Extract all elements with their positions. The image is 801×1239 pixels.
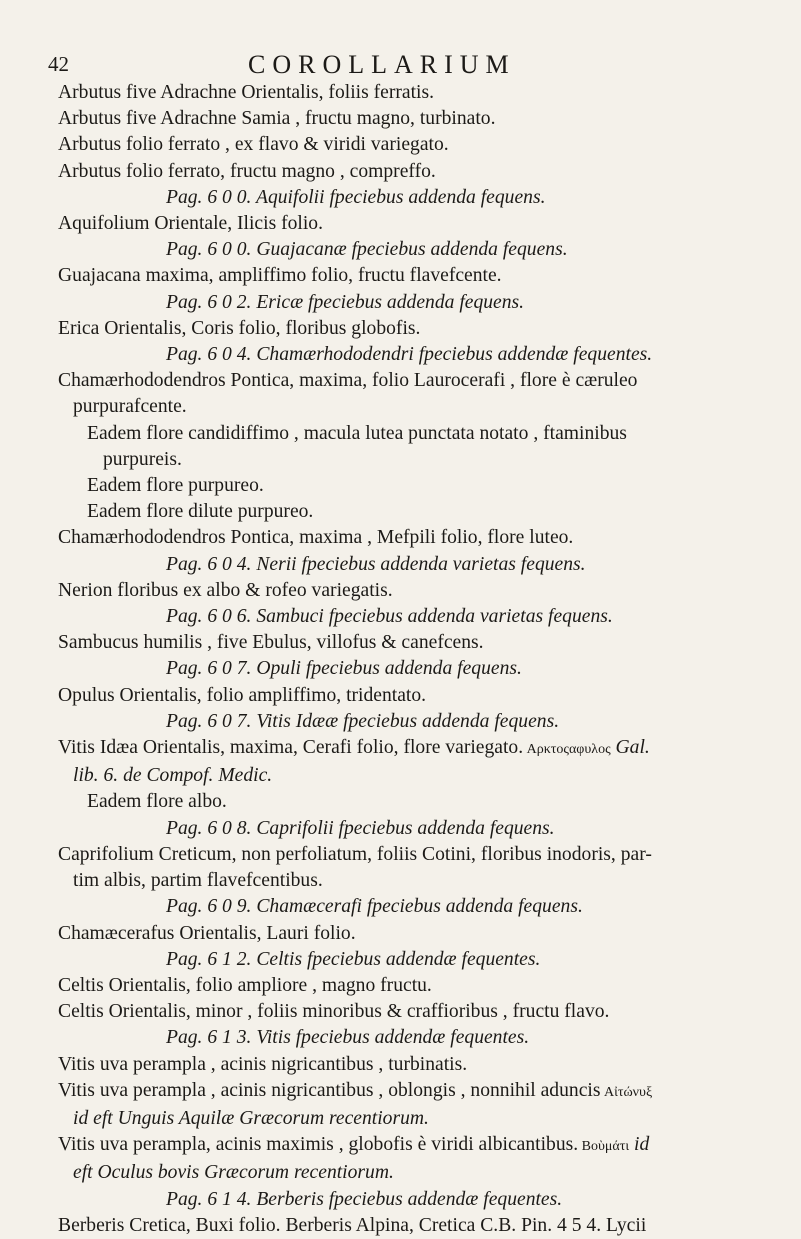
page-reference-heading [58,1187,783,1213]
text-line [58,159,783,185]
line-text: Sambucus humilis , five Ebulus, villofus & canefcens. [58,632,484,654]
line-text: Pag. 6 0 6. Sambuci fpeciebus addenda varietas fequens. [166,606,613,628]
line-text: Eadem flore purpureo. [87,475,264,497]
text-line [58,1078,783,1106]
page-reference-heading [58,894,783,920]
line-text: Pag. 6 1 4. Berberis fpeciebus addendæ fequentes. [166,1188,563,1210]
line-text: Berberis Cretica, Buxi folio. Berberis Alpina, Cretica C.B. Pin. 4 5 4. Lycii [58,1214,647,1236]
line-text: Celtis Orientalis, folio ampliore , magno fructu. [58,974,432,996]
text-line [58,394,783,420]
page-reference-heading [58,709,783,735]
line-text: Vitis uva perampla , acinis nigricantibus , turbinatis. [58,1053,468,1075]
line-text: Vitis Idæa Orientalis, maxima, Cerafi folio, flore variegato. [58,737,524,759]
text-line [58,1106,783,1132]
line-text: eft Oculus bovis Græcorum recentiorum. [73,1162,394,1184]
text-line [58,447,783,473]
line-text: Arbutus folio ferrato, fructu magno , compreffo. [58,160,436,182]
line-text: Pag. 6 0 9. Chamæcerafi fpeciebus addenda fequens. [166,896,583,918]
line-text: Eadem flore albo. [87,791,227,813]
line-text: Eadem flore dilute purpureo. [87,501,314,523]
text-line [58,842,783,868]
line-text: Nerion floribus ex albo & rofeo variegatis. [58,579,393,601]
page-body [58,80,783,1239]
text-line [58,1160,783,1186]
line-text: Pag. 6 0 7. Opuli fpeciebus addenda fequens. [166,658,522,680]
line-text: purpureis. [103,448,182,470]
running-head: COROLLARIUM [248,50,516,79]
reference-tail: Gal. [610,737,650,759]
text-line [58,735,783,763]
line-text: id eft Unguis Aquilæ Græcorum recentiorum. [73,1107,429,1129]
greek-term: Αἰτώνυξ [600,1084,653,1100]
text-line [58,368,783,394]
text-line [58,578,783,604]
line-text: Chamærhododendros Pontica, maxima , Mefpili folio, flore luteo. [58,527,574,549]
text-line [58,421,783,447]
page-reference-heading [58,342,783,368]
line-text: Aquifolium Orientale, Ilicis folio. [58,213,324,235]
text-line [58,683,783,709]
text-line [58,132,783,158]
page-reference-heading [58,290,783,316]
line-text: Pag. 6 0 7. Vitis Idææ fpeciebus addenda fequens. [166,710,560,732]
line-text: Pag. 6 0 8. Caprifolii fpeciebus addenda fequens. [166,817,555,839]
line-text: Pag. 6 1 2. Celtis fpeciebus addendæ fequentes. [166,948,541,970]
line-text: Arbutus five Adrachne Orientalis, foliis ferratis. [58,82,434,103]
greek-term: Βοὺμάτι [578,1139,630,1155]
line-text: purpurafcente. [73,396,187,418]
line-text: Chamæcerafus Orientalis, Lauri folio. [58,922,356,944]
line-text: Pag. 6 0 0. Aquifolii fpeciebus addenda fequens. [166,186,546,208]
page-reference-heading [58,656,783,682]
line-text: Caprifolium Creticum, non perfoliatum, foliis Cotini, floribus inodoris, par- [58,843,652,865]
line-text: Arbutus folio ferrato , ex flavo & viridi variegato. [58,134,449,156]
text-line [58,630,783,656]
text-line [58,763,783,789]
line-text: Chamærhododendros Pontica, maxima, folio Laurocerafi , flore è cæruleo [58,370,638,392]
page-reference-heading [58,1025,783,1051]
text-line [58,1213,783,1239]
line-text: Erica Orientalis, Coris folio, floribus globofis. [58,317,421,339]
text-line [58,525,783,551]
page-reference-heading [58,604,783,630]
line-text: Vitis uva perampla , acinis nigricantibus , oblongis , nonnihil aduncis [58,1079,601,1101]
text-line [58,789,783,815]
page-reference-heading [58,552,783,578]
line-text: Opulus Orientalis, folio ampliffimo, tridentato. [58,684,427,706]
page-number: 42 [48,52,69,76]
line-text: Celtis Orientalis, minor , foliis minoribus & craffioribus , fructu flavo. [58,1001,610,1023]
text-line [58,106,783,132]
text-line [58,316,783,342]
page-header [48,50,768,84]
line-text: Pag. 6 0 0. Guajacanæ fpeciebus addenda fequens. [166,239,568,261]
text-line [58,80,783,106]
text-line [58,499,783,525]
text-line [58,921,783,947]
page-reference-heading [58,237,783,263]
text-line [58,263,783,289]
line-text: Eadem flore candidiffimo , macula lutea punctata notato , ftaminibus [87,422,627,444]
greek-term: Αρκτοςαφυλος [523,742,611,758]
text-line [58,999,783,1025]
text-line [58,868,783,894]
page-reference-heading [58,947,783,973]
reference-tail: id [629,1134,650,1156]
line-text: tim albis, partim flavefcentibus. [73,870,323,892]
line-text: Pag. 6 1 3. Vitis fpeciebus addendæ fequentes. [166,1027,530,1049]
line-text: Guajacana maxima, ampliffimo folio, fructu flavefcente. [58,265,502,287]
line-text: Pag. 6 0 4. Chamærhododendri fpeciebus addendæ fequentes. [166,344,653,366]
text-line [58,1052,783,1078]
line-text: Pag. 6 0 2. Ericæ fpeciebus addenda fequens. [166,291,525,313]
line-text: Pag. 6 0 4. Nerii fpeciebus addenda varietas fequens. [166,553,586,575]
text-line [58,473,783,499]
text-line [58,211,783,237]
text-line [58,973,783,999]
text-line [58,1132,783,1160]
line-text: Arbutus five Adrachne Samia , fructu magno, turbinato. [58,108,496,130]
line-text: lib. 6. de Compof. Medic. [73,765,273,787]
page-reference-heading [58,816,783,842]
line-text: Vitis uva perampla, acinis maximis , globofis è viridi albicantibus. [58,1134,579,1156]
page-reference-heading [58,185,783,211]
